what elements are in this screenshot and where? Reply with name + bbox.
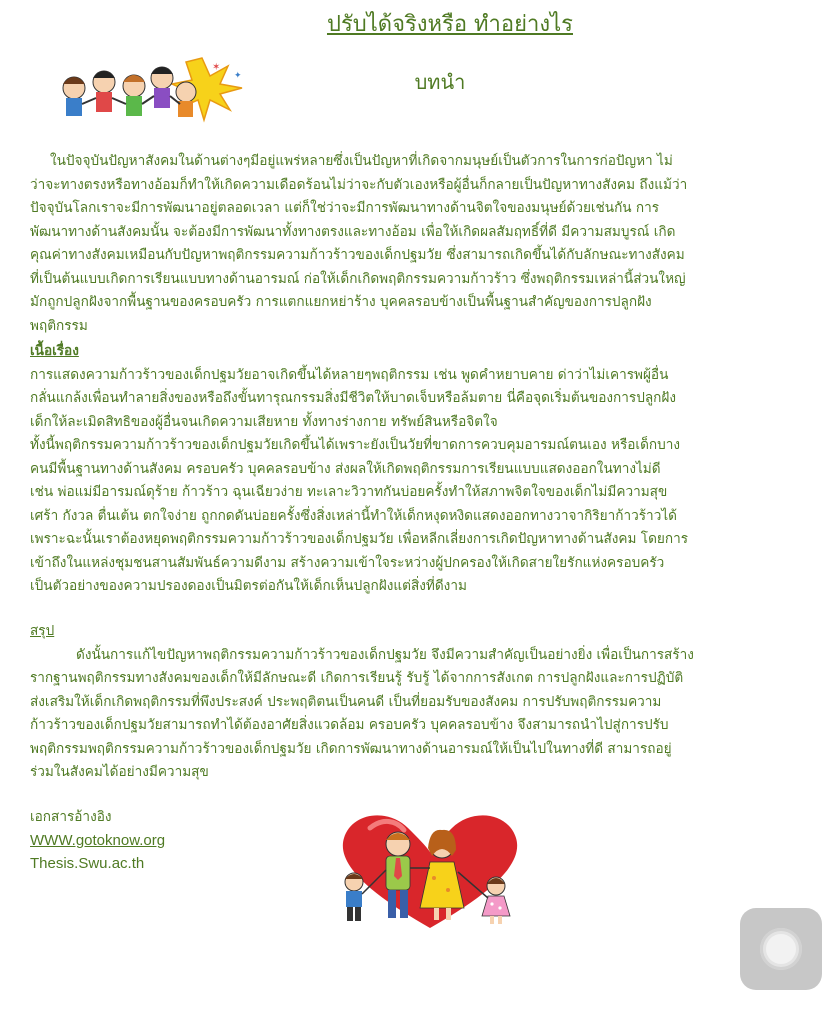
- intro-line: มักถูกปลูกฝังจากพื้นฐานของครอบครัว การแตกแยกหย่าร้าง บุคคลรอบข้างเป็นพื้นฐานสำคัญของการปลูกฝัง: [30, 294, 652, 310]
- intro-line: ว่าจะทางตรงหรือทางอ้อมก็ทำให้เกิดความเดือดร้อนไม่ว่าจะกับตัวเองหรือผู้อื่นก็กลายเป็นปัญหาทางสังคม ถึงแม้ว่า: [30, 176, 688, 193]
- body-heading: เนื้อเรื่อง: [30, 343, 79, 359]
- reference-link-gotoknow[interactable]: WWW.gotoknow.org: [30, 832, 166, 849]
- intro-line: คุณค่าทางสังคมเหมือนกับปัญหาพฤติกรรมความก้าวร้าวของเด็กปฐมวัย ซึ่งสามารถเกิดขึ้นได้กับลักษณะทางสังคม: [30, 247, 685, 263]
- body-line: เช่น พ่อแม่มีอารมณ์ดุร้าย ก้าวร้าว ฉุนเฉียวง่าย ทะเลาะวิวาทกันบ่อยครั้งทำให้สภาพจิตใจของเด็กไม่มีความสุข: [30, 484, 668, 500]
- summary-line: ก้าวร้าวของเด็กปฐมวัยสามารถทำได้ต้องอาศัยสิ่งแวดล้อม ครอบครัว บุคคลรอบข้าง จึงสามารถนำไปสู่การปรับ: [30, 717, 669, 733]
- body-line: คนมีพื้นฐานทางด้านสังคม ครอบครัว บุคคลรอบข้าง ส่งผลให้เกิดพฤติกรรมการเรียนแบบแสดงออกในทางไม่ดี: [30, 460, 661, 477]
- assistive-touch-core: [766, 934, 796, 964]
- intro-line: พฤติกรรม: [30, 317, 88, 334]
- references-section: [30, 806, 165, 875]
- intro-line: ปัจจุบันโลกเราจะมีการพัฒนาอยู่ตลอดเวลา แต่ก็ใช่ว่าจะมีการพัฒนาทางด้านจิตใจของมนุษย์ด้วยเช่นกัน การ: [30, 200, 660, 216]
- intro-paragraph: [30, 150, 800, 338]
- intro-line: ที่เป็นต้นแบบเกิดการเรียนแบบทางด้านอารมณ์ ก่อให้เด็กเกิดพฤติกรรมความก้าวร้าว ซึ่งพฤติกรรมเหล่านี้ส่วนใหญ่: [30, 270, 686, 287]
- reference-thesis: Thesis.Swu.ac.th: [30, 855, 145, 872]
- family-heart-clipart: [330, 806, 530, 934]
- summary-line: ดังนั้นการแก้ไขปัญหาพฤติกรรมความก้าวร้าวของเด็กปฐมวัย จึงมีความสำคัญเป็นอย่างยิ่ง เพื่อเป็นการสร้าง: [76, 646, 694, 663]
- summary-line: ร่วมในสังคมได้อย่างมีความสุข: [30, 764, 209, 780]
- body-line: ทั้งนี้พฤติกรรมความก้าวร้าวของเด็กปฐมวัยเกิดขึ้นได้เพราะยังเป็นวัยที่ขาดการควบคุมอารมณ์ตนเอง หรือเด็กบาง: [30, 437, 681, 453]
- body-line: เพราะฉะนั้นเราต้องหยุดพฤติกรรมความก้าวร้าวของเด็กปฐมวัย เพื่อหลีกเลี่ยงการเกิดปัญหาทางด้านสังคม โดยการ: [30, 531, 689, 547]
- intro-line: ในปัจจุบันปัญหาสังคมในด้านต่างๆมีอยู่แพร่หลายซึ่งเป็นปัญหาที่เกิดจากมนุษย์เป็นตัวการในการก่อปัญหา ไม่: [50, 153, 673, 169]
- assistive-touch-icon[interactable]: [740, 908, 822, 990]
- fighting-children-clipart: [52, 48, 252, 128]
- body-line: กลั่นแกล้งเพื่อนทำลายสิ่งของหรือถึงขั้นทารุณกรรมสิ่งมีชีวิตให้บาดเจ็บหรือล้มตาย นี่คือจุดเริ่มต้นของการปลูกฝัง: [30, 390, 677, 406]
- document-title: ปรับได้จริงหรือ ทำอย่างไร: [326, 12, 573, 37]
- body-section: [30, 340, 800, 599]
- body-line: เป็นตัวอย่างของความปรองดองเป็นมิตรต่อกันให้เด็กเห็นปลูกฝังแต่สิ่งที่ดีงาม: [30, 578, 467, 594]
- intro-line: พัฒนาทางด้านสังคมนั้น จะต้องมีการพัฒนาทั้งทางตรงและทางอ้อม เพื่อให้เกิดผลสัมฤทธิ์ที่ดี มีความสมบูรณ์ เกิด: [30, 223, 676, 240]
- summary-heading: สรุป: [30, 623, 55, 639]
- body-line: เด็กให้ละเมิดสิทธิของผู้อื่นจนเกิดความเสียหาย ทั้งทางร่างกาย ทรัพย์สินหรือจิตใจ: [30, 413, 498, 430]
- summary-section: [30, 620, 800, 785]
- body-line: การแสดงความก้าวร้าวของเด็กปฐมวัยอาจเกิดขึ้นได้หลายๆพฤติกรรม เช่น พูดคำหยาบคาย ด่าว่าไม่เคารพผู้อื่น: [30, 366, 669, 383]
- body-line: เศร้า กังวล ตื่นเต้น ตกใจง่าย ถูกกดดันบ่อยครั้งซึ่งสิ่งเหล่านี้ทำให้เด็กหงุดหงิดแสดงออกทางวาจากิริยาก้าวร้าวได้: [30, 507, 677, 524]
- summary-line: พฤติกรรมพฤติกรรมความก้าวร้าวของเด็กปฐมวัย เกิดการพัฒนาทางด้านอารมณ์ให้เป็นไปในทางที่ดี สามารถอยู่: [30, 740, 672, 757]
- body-line: เข้าถึงในแหล่งชุมชนสานสัมพันธ์ความดีงาม สร้างความเข้าใจระหว่างผู้ปกครองให้เกิดสายใยรักแห่งครอบครัว: [30, 554, 665, 571]
- section-title-intro: บทนำ: [414, 70, 466, 94]
- svg-text:✦: ✦: [234, 71, 242, 81]
- references-heading: เอกสารอ้างอิง: [30, 809, 112, 825]
- svg-text:✶: ✶: [212, 62, 221, 73]
- summary-line: ส่งเสริมให้เด็กเกิดพฤติกรรมที่พึงประสงค์ ประพฤติตนเป็นคนดี เป็นที่ยอมรับของสังคม การปรับพฤติกรรมความ: [30, 693, 662, 710]
- summary-line: รากฐานพฤติกรรมทางสังคมของเด็กให้มีลักษณะดี เกิดการเรียนรู้ รับรู้ ได้จากการสังเกต การปลูกฝังและการปฏิบัติ: [30, 670, 684, 686]
